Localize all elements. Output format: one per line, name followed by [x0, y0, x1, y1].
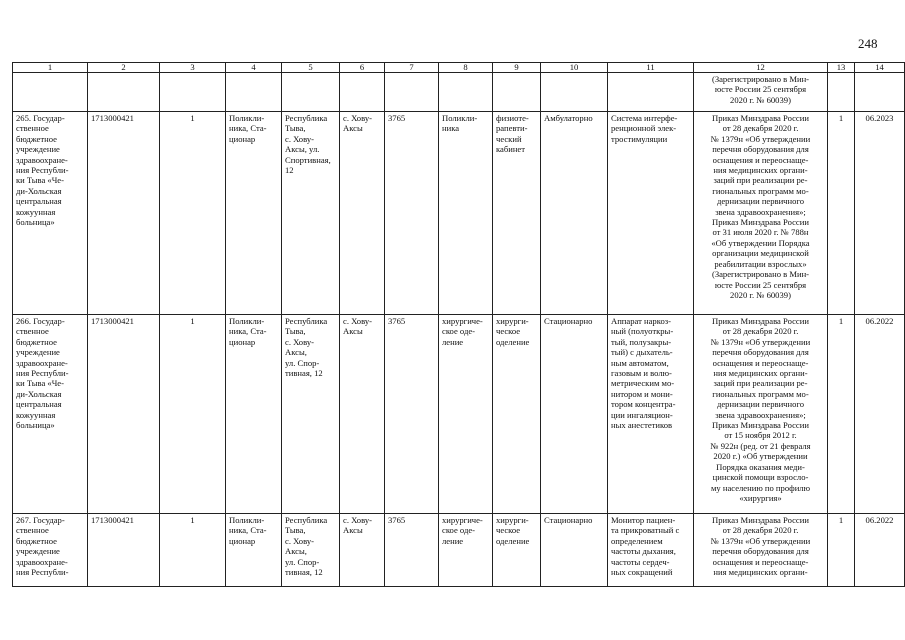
- header-cell: 11: [608, 63, 694, 73]
- facility-type-cell: Поликли- ника, Ста- ционар: [226, 514, 282, 587]
- table-cell: [88, 73, 160, 112]
- equipment-cell: Аппарат наркоз- ный (полуоткры- тый, полузакры- тый) с дыхатель- ным автоматом, газовым и волю- метрическим мо- нитором и мони- тором концентра- ции ингаляцион- ных анестетиков: [608, 315, 694, 514]
- care-mode-cell: Амбулаторно: [541, 112, 608, 315]
- number-cell: 1: [160, 514, 226, 587]
- table-cell: [608, 73, 694, 112]
- code2-cell: 3765: [385, 514, 439, 587]
- code2-cell: 3765: [385, 315, 439, 514]
- organization-cell: 265. Государ- ственное бюджетное учреждение здравоохране- ния Республи- ки Тыва «Че- ди-Хольская центральная кожуунная больница»: [13, 112, 88, 315]
- table-cell: [828, 73, 855, 112]
- address-cell: Республика Тыва, с. Хову- Аксы, ул. Спор- тивная, 12: [282, 514, 340, 587]
- table-cell: [340, 73, 385, 112]
- quantity-cell: 1: [828, 315, 855, 514]
- header-cell: 7: [385, 63, 439, 73]
- legal-basis-cell: Приказ Минздрава России от 28 декабря 2020 г. № 1379н «Об утверждении перечня оборудования для оснащения и переоснаще- ния медицинских органи-: [694, 514, 828, 587]
- department-cell: хирурги- ческое оделение: [493, 315, 541, 514]
- facility-type-cell: Поликли- ника, Ста- ционар: [226, 112, 282, 315]
- locality-cell: с. Хову- Аксы: [340, 112, 385, 315]
- quantity-cell: 1: [828, 112, 855, 315]
- table-cell: [493, 73, 541, 112]
- header-cell: 4: [226, 63, 282, 73]
- header-cell: 1: [13, 63, 88, 73]
- table-cell: [226, 73, 282, 112]
- organization-cell: 267. Государ- ственное бюджетное учреждение здравоохране- ния Республи-: [13, 514, 88, 587]
- header-cell: 9: [493, 63, 541, 73]
- legal-basis-cell: Приказ Минздрава России от 28 декабря 2020 г. № 1379н «Об утверждении перечня оборудования для оснащения и переоснаще- ния медицинских органи- заций при реализации ре- гиональных программ мо- дернизации первичного звена здравоохранения»; Приказ Минздрава России от 15 ноября 2012 г. № 922н (ред. от 21 февраля 2020 г.) «Об утверждении Порядка оказания меди- цинской помощи взросло- му населению по профилю «хирургия»: [694, 315, 828, 514]
- table-row: [13, 112, 905, 315]
- equipment-cell: Система интерфе- ренционной элек- тростимуляции: [608, 112, 694, 315]
- unit-cell: Поликли- ника: [439, 112, 493, 315]
- locality-cell: с. Хову- Аксы: [340, 514, 385, 587]
- code-cell: 1713000421: [88, 315, 160, 514]
- header-cell: 5: [282, 63, 340, 73]
- unit-cell: хирургиче- ское оде- ление: [439, 514, 493, 587]
- date-cell: 06.2022: [855, 315, 905, 514]
- table-row: [13, 514, 905, 587]
- table-cell: [282, 73, 340, 112]
- code-cell: 1713000421: [88, 514, 160, 587]
- continuation-row: [13, 73, 905, 112]
- page-number: 248: [858, 36, 878, 51]
- table-cell: [855, 73, 905, 112]
- date-cell: 06.2023: [855, 112, 905, 315]
- quantity-cell: 1: [828, 514, 855, 587]
- equipment-table: [12, 62, 905, 587]
- header-cell: 3: [160, 63, 226, 73]
- header-cell: 12: [694, 63, 828, 73]
- department-cell: хирурги- ческое оделение: [493, 514, 541, 587]
- table-cell: [541, 73, 608, 112]
- care-mode-cell: Стационарно: [541, 315, 608, 514]
- locality-cell: с. Хову- Аксы: [340, 315, 385, 514]
- header-cell: 8: [439, 63, 493, 73]
- number-cell: 1: [160, 112, 226, 315]
- code2-cell: 3765: [385, 112, 439, 315]
- facility-type-cell: Поликли- ника, Ста- ционар: [226, 315, 282, 514]
- table-cell: [385, 73, 439, 112]
- table-cell: [439, 73, 493, 112]
- address-cell: Республика Тыва, с. Хову- Аксы, ул. Спортивная, 12: [282, 112, 340, 315]
- care-mode-cell: Стационарно: [541, 514, 608, 587]
- organization-cell: 266. Государ- ственное бюджетное учреждение здравоохране- ния Республи- ки Тыва «Че- ди-Хольская центральная кожуунная больница»: [13, 315, 88, 514]
- address-cell: Республика Тыва, с. Хову- Аксы, ул. Спор- тивная, 12: [282, 315, 340, 514]
- header-row: [13, 63, 905, 73]
- date-cell: 06.2022: [855, 514, 905, 587]
- header-cell: 2: [88, 63, 160, 73]
- legal-basis-cell: (Зарегистрировано в Мин- юсте России 25 сентября 2020 г. № 60039): [694, 73, 828, 112]
- number-cell: 1: [160, 315, 226, 514]
- table-row: [13, 315, 905, 514]
- code-cell: 1713000421: [88, 112, 160, 315]
- header-cell: 6: [340, 63, 385, 73]
- table-cell: [160, 73, 226, 112]
- unit-cell: хирургиче- ское оде- ление: [439, 315, 493, 514]
- table-cell: [13, 73, 88, 112]
- equipment-cell: Монитор пациен- та прикроватный с определением частоты дыхания, частоты сердеч- ных сокращений: [608, 514, 694, 587]
- header-cell: 10: [541, 63, 608, 73]
- header-cell: 14: [855, 63, 905, 73]
- header-cell: 13: [828, 63, 855, 73]
- legal-basis-cell: Приказ Минздрава России от 28 декабря 2020 г. № 1379н «Об утверждении перечня оборудования для оснащения и переоснаще- ния медицинских органи- заций при реализации ре- гиональных программ мо- дернизации первичного звена здравоохранения»; Приказ Минздрава России от 31 июля 2020 г. № 788н «Об утверждении Порядка организации медицинской реабилитации взрослых» (Зарегистрировано в Мин- юсте России 25 сентября 2020 г. № 60039): [694, 112, 828, 315]
- department-cell: физиоте- рапевти- ческий кабинет: [493, 112, 541, 315]
